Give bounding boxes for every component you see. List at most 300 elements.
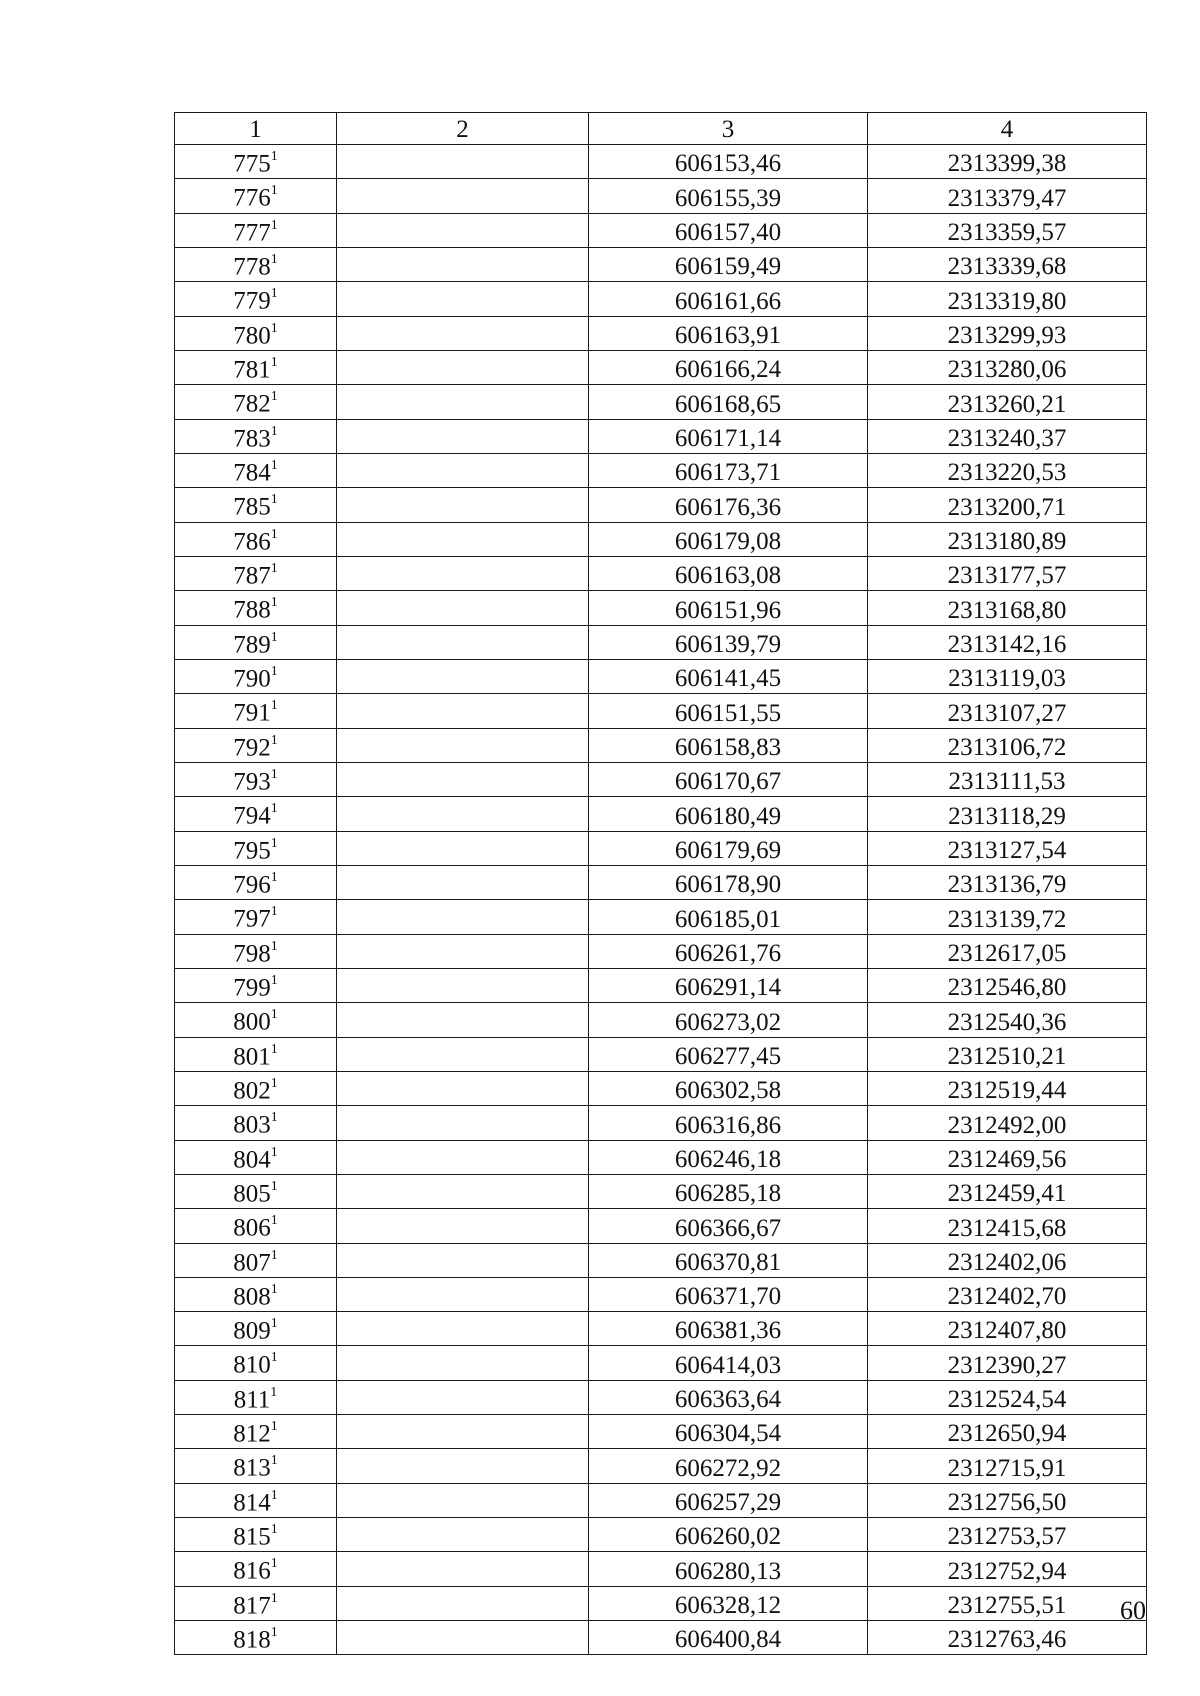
point-number-cell bbox=[175, 659, 337, 693]
x-coordinate-cell: 606158,83 bbox=[589, 728, 868, 762]
point-number-superscript: 1 bbox=[270, 1453, 278, 1469]
table-row bbox=[175, 1552, 1147, 1586]
x-coordinate-cell: 606180,49 bbox=[589, 797, 868, 831]
column-2-cell bbox=[337, 694, 589, 728]
point-number-superscript: 1 bbox=[270, 1556, 278, 1572]
table-row bbox=[175, 1071, 1147, 1105]
y-coordinate-cell: 2312459,41 bbox=[868, 1174, 1147, 1208]
y-coordinate-cell: 2312546,80 bbox=[868, 968, 1147, 1002]
point-number-superscript: 1 bbox=[270, 457, 278, 473]
x-coordinate-cell: 606316,86 bbox=[589, 1106, 868, 1140]
point-number: 818 bbox=[233, 1626, 271, 1654]
point-number-superscript: 1 bbox=[270, 732, 278, 748]
y-coordinate-cell: 2313106,72 bbox=[868, 728, 1147, 762]
x-coordinate-cell: 606179,08 bbox=[589, 522, 868, 556]
point-number: 813 bbox=[233, 1454, 271, 1482]
x-coordinate-cell: 606185,01 bbox=[589, 900, 868, 934]
point-number: 787 bbox=[233, 562, 271, 590]
point-number-cell bbox=[175, 1071, 337, 1105]
table-row bbox=[175, 1483, 1147, 1517]
point-number-cell bbox=[175, 797, 337, 831]
x-coordinate-cell: 606272,92 bbox=[589, 1449, 868, 1483]
point-number: 793 bbox=[233, 768, 271, 796]
y-coordinate-cell: 2313139,72 bbox=[868, 900, 1147, 934]
y-coordinate-cell: 2312763,46 bbox=[868, 1621, 1147, 1655]
point-number-superscript: 1 bbox=[270, 149, 278, 164]
table-row bbox=[175, 1586, 1147, 1620]
point-number: 791 bbox=[233, 699, 271, 727]
y-coordinate-cell: 2313136,79 bbox=[868, 865, 1147, 899]
point-number: 803 bbox=[233, 1111, 271, 1139]
point-number: 779 bbox=[233, 287, 271, 315]
point-number: 778 bbox=[233, 253, 271, 281]
x-coordinate-cell: 606381,36 bbox=[589, 1312, 868, 1346]
point-number: 802 bbox=[233, 1077, 271, 1105]
point-number-superscript: 1 bbox=[270, 1144, 278, 1160]
y-coordinate-cell: 2313299,93 bbox=[868, 316, 1147, 350]
table-row bbox=[175, 316, 1147, 350]
y-coordinate-cell: 2312510,21 bbox=[868, 1037, 1147, 1071]
table-row bbox=[175, 1346, 1147, 1380]
column-header-1: 1 bbox=[175, 113, 337, 145]
x-coordinate-cell: 606370,81 bbox=[589, 1243, 868, 1277]
point-number-superscript: 1 bbox=[270, 663, 278, 679]
y-coordinate-cell: 2313180,89 bbox=[868, 522, 1147, 556]
point-number-superscript: 1 bbox=[270, 1110, 278, 1126]
x-coordinate-cell: 606260,02 bbox=[589, 1518, 868, 1552]
column-2-cell bbox=[337, 728, 589, 762]
x-coordinate-cell: 606400,84 bbox=[589, 1621, 868, 1655]
point-number-cell bbox=[175, 213, 337, 247]
y-coordinate-cell: 2313319,80 bbox=[868, 282, 1147, 316]
column-2-cell bbox=[337, 900, 589, 934]
y-coordinate-cell: 2312650,94 bbox=[868, 1415, 1147, 1449]
y-coordinate-cell: 2313168,80 bbox=[868, 591, 1147, 625]
point-number-cell bbox=[175, 1518, 337, 1552]
x-coordinate-cell: 606304,54 bbox=[589, 1415, 868, 1449]
point-number-cell bbox=[175, 247, 337, 281]
point-number-superscript: 1 bbox=[270, 698, 278, 714]
table-row bbox=[175, 762, 1147, 796]
table-row bbox=[175, 1003, 1147, 1037]
point-number-superscript: 1 bbox=[270, 972, 278, 988]
column-2-cell bbox=[337, 1071, 589, 1105]
y-coordinate-cell: 2313379,47 bbox=[868, 179, 1147, 213]
point-number-cell bbox=[175, 968, 337, 1002]
point-number-cell bbox=[175, 488, 337, 522]
point-number: 816 bbox=[233, 1557, 271, 1585]
point-number-cell bbox=[175, 350, 337, 384]
point-number-superscript: 1 bbox=[270, 1625, 278, 1641]
y-coordinate-cell: 2313142,16 bbox=[868, 625, 1147, 659]
column-2-cell bbox=[337, 1586, 589, 1620]
table-row bbox=[175, 934, 1147, 968]
point-number: 815 bbox=[233, 1523, 271, 1551]
column-2-cell bbox=[337, 625, 589, 659]
point-number-cell bbox=[175, 453, 337, 487]
point-number: 796 bbox=[233, 871, 271, 899]
x-coordinate-cell: 606157,40 bbox=[589, 213, 868, 247]
y-coordinate-cell: 2313177,57 bbox=[868, 556, 1147, 590]
column-2-cell bbox=[337, 762, 589, 796]
x-coordinate-cell: 606366,67 bbox=[589, 1209, 868, 1243]
point-number-cell bbox=[175, 1586, 337, 1620]
table-row bbox=[175, 659, 1147, 693]
point-number-cell bbox=[175, 1243, 337, 1277]
x-coordinate-cell: 606166,24 bbox=[589, 350, 868, 384]
column-2-cell bbox=[337, 591, 589, 625]
table-row bbox=[175, 728, 1147, 762]
column-2-cell bbox=[337, 1140, 589, 1174]
y-coordinate-cell: 2312402,70 bbox=[868, 1277, 1147, 1311]
x-coordinate-cell: 606171,14 bbox=[589, 419, 868, 453]
table-row bbox=[175, 145, 1147, 179]
table-row bbox=[175, 1037, 1147, 1071]
x-coordinate-cell: 606163,08 bbox=[589, 556, 868, 590]
point-number: 797 bbox=[233, 905, 271, 933]
point-number-superscript: 1 bbox=[270, 835, 278, 851]
point-number-superscript: 1 bbox=[270, 560, 278, 576]
point-number-superscript: 1 bbox=[270, 1522, 278, 1538]
point-number-cell bbox=[175, 934, 337, 968]
table-row bbox=[175, 1312, 1147, 1346]
column-2-cell bbox=[337, 1243, 589, 1277]
table-row bbox=[175, 1415, 1147, 1449]
table-row bbox=[175, 865, 1147, 899]
point-number: 804 bbox=[233, 1145, 271, 1173]
column-2-cell bbox=[337, 488, 589, 522]
point-number-superscript: 1 bbox=[270, 1213, 278, 1229]
point-number-superscript: 1 bbox=[270, 183, 278, 199]
point-number-cell bbox=[175, 1415, 337, 1449]
point-number: 795 bbox=[233, 836, 271, 864]
column-2-cell bbox=[337, 282, 589, 316]
column-2-cell bbox=[337, 145, 589, 179]
column-header-4: 4 bbox=[868, 113, 1147, 145]
column-2-cell bbox=[337, 1380, 589, 1414]
column-2-cell bbox=[337, 659, 589, 693]
point-number-cell bbox=[175, 900, 337, 934]
column-2-cell bbox=[337, 556, 589, 590]
point-number: 794 bbox=[233, 802, 271, 830]
y-coordinate-cell: 2313107,27 bbox=[868, 694, 1147, 728]
x-coordinate-cell: 606328,12 bbox=[589, 1586, 868, 1620]
table-row bbox=[175, 213, 1147, 247]
table-row bbox=[175, 179, 1147, 213]
point-number: 814 bbox=[233, 1489, 271, 1517]
point-number-superscript: 1 bbox=[270, 1178, 278, 1194]
point-number-superscript: 1 bbox=[270, 629, 278, 645]
point-number-cell bbox=[175, 385, 337, 419]
column-2-cell bbox=[337, 1037, 589, 1071]
point-number-superscript: 1 bbox=[270, 1590, 278, 1606]
point-number-cell bbox=[175, 316, 337, 350]
y-coordinate-cell: 2313111,53 bbox=[868, 762, 1147, 796]
point-number-cell bbox=[175, 1312, 337, 1346]
column-2-cell bbox=[337, 316, 589, 350]
column-2-cell bbox=[337, 1346, 589, 1380]
point-number: 780 bbox=[233, 321, 271, 349]
table-body bbox=[175, 145, 1147, 1655]
table-row bbox=[175, 968, 1147, 1002]
x-coordinate-cell: 606153,46 bbox=[589, 145, 868, 179]
point-number-superscript: 1 bbox=[270, 389, 278, 405]
point-number-cell bbox=[175, 728, 337, 762]
point-number-superscript: 1 bbox=[270, 1419, 278, 1435]
column-2-cell bbox=[337, 247, 589, 281]
x-coordinate-cell: 606257,29 bbox=[589, 1483, 868, 1517]
point-number: 777 bbox=[233, 218, 271, 246]
column-2-cell bbox=[337, 1003, 589, 1037]
table-row bbox=[175, 488, 1147, 522]
point-number-superscript: 1 bbox=[270, 1384, 278, 1400]
column-2-cell bbox=[337, 968, 589, 1002]
table-row bbox=[175, 625, 1147, 659]
table-row bbox=[175, 1277, 1147, 1311]
table-row bbox=[175, 350, 1147, 384]
point-number-superscript: 1 bbox=[270, 1075, 278, 1091]
x-coordinate-cell: 606291,14 bbox=[589, 968, 868, 1002]
point-number-cell bbox=[175, 1174, 337, 1208]
x-coordinate-cell: 606302,58 bbox=[589, 1071, 868, 1105]
y-coordinate-cell: 2312390,27 bbox=[868, 1346, 1147, 1380]
column-2-cell bbox=[337, 213, 589, 247]
point-number-superscript: 1 bbox=[270, 1350, 278, 1366]
point-number-superscript: 1 bbox=[270, 320, 278, 336]
table-row bbox=[175, 556, 1147, 590]
x-coordinate-cell: 606246,18 bbox=[589, 1140, 868, 1174]
table-row bbox=[175, 385, 1147, 419]
y-coordinate-cell: 2312492,00 bbox=[868, 1106, 1147, 1140]
x-coordinate-cell: 606161,66 bbox=[589, 282, 868, 316]
y-coordinate-cell: 2312519,44 bbox=[868, 1071, 1147, 1105]
column-2-cell bbox=[337, 419, 589, 453]
point-number-cell bbox=[175, 1140, 337, 1174]
point-number: 810 bbox=[233, 1351, 271, 1379]
y-coordinate-cell: 2313200,71 bbox=[868, 488, 1147, 522]
coordinates-table bbox=[174, 112, 1147, 1655]
column-2-cell bbox=[337, 1277, 589, 1311]
y-coordinate-cell: 2312469,56 bbox=[868, 1140, 1147, 1174]
point-number-cell bbox=[175, 522, 337, 556]
point-number: 782 bbox=[233, 390, 271, 418]
x-coordinate-cell: 606371,70 bbox=[589, 1277, 868, 1311]
point-number-superscript: 1 bbox=[270, 354, 278, 370]
y-coordinate-cell: 2313359,57 bbox=[868, 213, 1147, 247]
point-number-superscript: 1 bbox=[270, 904, 278, 920]
table-row bbox=[175, 453, 1147, 487]
table-row bbox=[175, 831, 1147, 865]
point-number-cell bbox=[175, 145, 337, 179]
point-number-superscript: 1 bbox=[270, 217, 278, 233]
point-number-cell bbox=[175, 419, 337, 453]
point-number-superscript: 1 bbox=[270, 492, 278, 508]
point-number-superscript: 1 bbox=[270, 938, 278, 954]
point-number-cell bbox=[175, 1037, 337, 1071]
point-number-cell bbox=[175, 282, 337, 316]
table-row bbox=[175, 1209, 1147, 1243]
point-number-cell bbox=[175, 831, 337, 865]
column-2-cell bbox=[337, 350, 589, 384]
column-2-cell bbox=[337, 1312, 589, 1346]
y-coordinate-cell: 2313118,29 bbox=[868, 797, 1147, 831]
point-number: 798 bbox=[233, 939, 271, 967]
table-row bbox=[175, 1106, 1147, 1140]
y-coordinate-cell: 2313260,21 bbox=[868, 385, 1147, 419]
point-number-cell bbox=[175, 1380, 337, 1414]
point-number: 783 bbox=[233, 424, 271, 452]
table-row bbox=[175, 797, 1147, 831]
y-coordinate-cell: 2312402,06 bbox=[868, 1243, 1147, 1277]
x-coordinate-cell: 606163,91 bbox=[589, 316, 868, 350]
column-2-cell bbox=[337, 797, 589, 831]
table-row bbox=[175, 591, 1147, 625]
point-number-cell bbox=[175, 556, 337, 590]
y-coordinate-cell: 2312540,36 bbox=[868, 1003, 1147, 1037]
table-row bbox=[175, 247, 1147, 281]
point-number: 808 bbox=[233, 1283, 271, 1311]
point-number-superscript: 1 bbox=[270, 1281, 278, 1297]
point-number-cell bbox=[175, 179, 337, 213]
x-coordinate-cell: 606285,18 bbox=[589, 1174, 868, 1208]
point-number-superscript: 1 bbox=[270, 869, 278, 885]
y-coordinate-cell: 2313127,54 bbox=[868, 831, 1147, 865]
column-2-cell bbox=[337, 179, 589, 213]
point-number: 789 bbox=[233, 630, 271, 658]
point-number-cell bbox=[175, 1346, 337, 1380]
x-coordinate-cell: 606155,39 bbox=[589, 179, 868, 213]
column-2-cell bbox=[337, 1449, 589, 1483]
table-row bbox=[175, 1518, 1147, 1552]
point-number: 799 bbox=[233, 974, 271, 1002]
point-number-cell bbox=[175, 694, 337, 728]
x-coordinate-cell: 606261,76 bbox=[589, 934, 868, 968]
table-row bbox=[175, 522, 1147, 556]
x-coordinate-cell: 606170,67 bbox=[589, 762, 868, 796]
point-number-superscript: 1 bbox=[270, 801, 278, 817]
y-coordinate-cell: 2313119,03 bbox=[868, 659, 1147, 693]
point-number-superscript: 1 bbox=[270, 1007, 278, 1023]
x-coordinate-cell: 606363,64 bbox=[589, 1380, 868, 1414]
x-coordinate-cell: 606151,96 bbox=[589, 591, 868, 625]
point-number-superscript: 1 bbox=[270, 766, 278, 782]
point-number: 781 bbox=[233, 356, 271, 384]
y-coordinate-cell: 2312415,68 bbox=[868, 1209, 1147, 1243]
x-coordinate-cell: 606168,65 bbox=[589, 385, 868, 419]
column-2-cell bbox=[337, 934, 589, 968]
point-number-cell bbox=[175, 865, 337, 899]
column-2-cell bbox=[337, 1174, 589, 1208]
column-header-3: 3 bbox=[589, 113, 868, 145]
x-coordinate-cell: 606178,90 bbox=[589, 865, 868, 899]
y-coordinate-cell: 2313339,68 bbox=[868, 247, 1147, 281]
point-number-cell bbox=[175, 1106, 337, 1140]
y-coordinate-cell: 2312407,80 bbox=[868, 1312, 1147, 1346]
point-number-cell bbox=[175, 1483, 337, 1517]
point-number: 812 bbox=[233, 1420, 271, 1448]
point-number: 784 bbox=[233, 459, 271, 487]
column-2-cell bbox=[337, 1621, 589, 1655]
point-number-cell bbox=[175, 762, 337, 796]
table-row bbox=[175, 1140, 1147, 1174]
x-coordinate-cell: 606176,36 bbox=[589, 488, 868, 522]
point-number-superscript: 1 bbox=[270, 595, 278, 611]
table-header-row bbox=[175, 113, 1147, 145]
column-header-2: 2 bbox=[337, 113, 589, 145]
y-coordinate-cell: 2313240,37 bbox=[868, 419, 1147, 453]
point-number-cell bbox=[175, 1277, 337, 1311]
page-number: 60 bbox=[1120, 1596, 1146, 1625]
point-number: 807 bbox=[233, 1248, 271, 1276]
point-number-superscript: 1 bbox=[270, 286, 278, 302]
x-coordinate-cell: 606179,69 bbox=[589, 831, 868, 865]
column-2-cell bbox=[337, 1415, 589, 1449]
y-coordinate-cell: 2312524,54 bbox=[868, 1380, 1147, 1414]
point-number-cell bbox=[175, 1552, 337, 1586]
point-number-cell bbox=[175, 591, 337, 625]
table-row bbox=[175, 1243, 1147, 1277]
y-coordinate-cell: 2312756,50 bbox=[868, 1483, 1147, 1517]
point-number-superscript: 1 bbox=[270, 526, 278, 542]
point-number: 817 bbox=[233, 1592, 271, 1620]
x-coordinate-cell: 606280,13 bbox=[589, 1552, 868, 1586]
table-row bbox=[175, 900, 1147, 934]
table-row bbox=[175, 694, 1147, 728]
point-number: 805 bbox=[233, 1180, 271, 1208]
point-number-superscript: 1 bbox=[270, 1041, 278, 1057]
x-coordinate-cell: 606139,79 bbox=[589, 625, 868, 659]
y-coordinate-cell: 2312617,05 bbox=[868, 934, 1147, 968]
x-coordinate-cell: 606273,02 bbox=[589, 1003, 868, 1037]
point-number: 801 bbox=[233, 1042, 271, 1070]
point-number: 776 bbox=[233, 184, 271, 212]
table-row bbox=[175, 419, 1147, 453]
column-2-cell bbox=[337, 831, 589, 865]
y-coordinate-cell: 2312755,51 bbox=[868, 1586, 1147, 1620]
table-row bbox=[175, 1380, 1147, 1414]
point-number-cell bbox=[175, 1003, 337, 1037]
point-number: 775 bbox=[233, 150, 271, 178]
column-2-cell bbox=[337, 1483, 589, 1517]
point-number-cell bbox=[175, 625, 337, 659]
column-2-cell bbox=[337, 385, 589, 419]
point-number-superscript: 1 bbox=[270, 1487, 278, 1503]
point-number-superscript: 1 bbox=[270, 251, 278, 267]
point-number: 809 bbox=[233, 1317, 271, 1345]
y-coordinate-cell: 2313280,06 bbox=[868, 350, 1147, 384]
point-number-cell bbox=[175, 1449, 337, 1483]
x-coordinate-cell: 606141,45 bbox=[589, 659, 868, 693]
y-coordinate-cell: 2313399,38 bbox=[868, 145, 1147, 179]
x-coordinate-cell: 606173,71 bbox=[589, 453, 868, 487]
column-2-cell bbox=[337, 865, 589, 899]
point-number: 800 bbox=[233, 1008, 271, 1036]
y-coordinate-cell: 2312753,57 bbox=[868, 1518, 1147, 1552]
x-coordinate-cell: 606151,55 bbox=[589, 694, 868, 728]
point-number-superscript: 1 bbox=[270, 423, 278, 439]
y-coordinate-cell: 2312752,94 bbox=[868, 1552, 1147, 1586]
point-number: 785 bbox=[233, 493, 271, 521]
point-number: 790 bbox=[233, 665, 271, 693]
table-row bbox=[175, 282, 1147, 316]
point-number-cell bbox=[175, 1621, 337, 1655]
column-2-cell bbox=[337, 1552, 589, 1586]
y-coordinate-cell: 2313220,53 bbox=[868, 453, 1147, 487]
point-number-superscript: 1 bbox=[270, 1247, 278, 1263]
x-coordinate-cell: 606159,49 bbox=[589, 247, 868, 281]
point-number: 811 bbox=[233, 1386, 271, 1414]
point-number: 792 bbox=[233, 733, 271, 761]
